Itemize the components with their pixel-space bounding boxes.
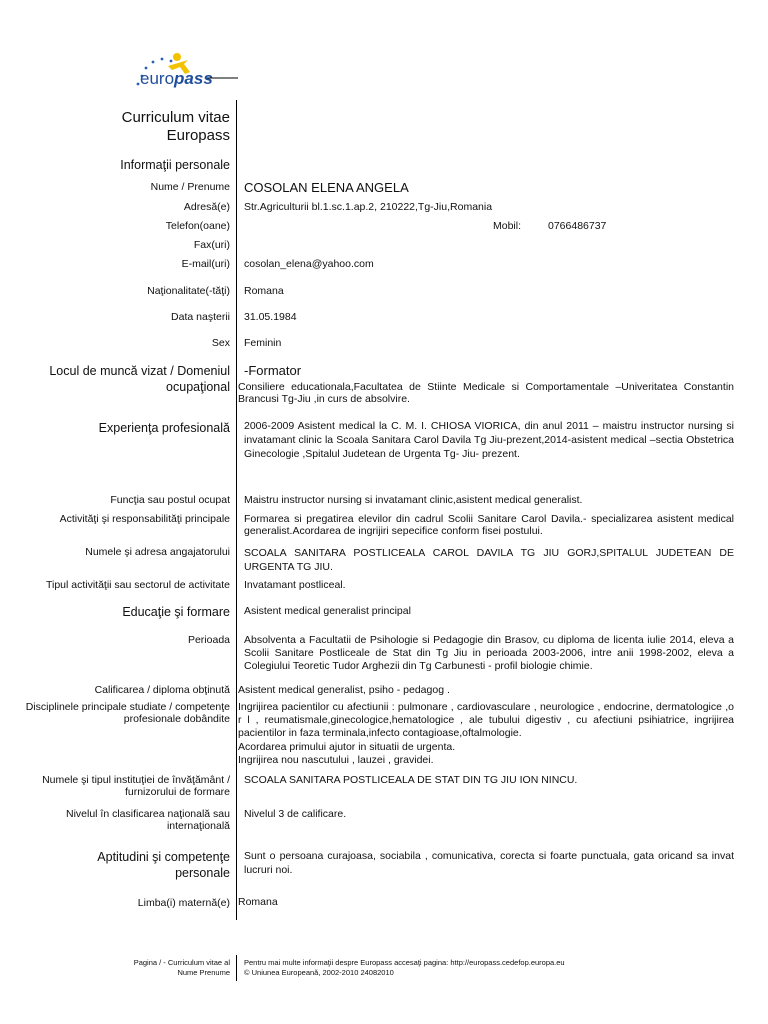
value-address: Str.Agriculturii bl.1.sc.1.ap.2, 210222,Tg-Jiu,Romania (244, 201, 493, 213)
value-institution: SCOALA SANITARA POSTLICEALA DE STAT DIN TG JIU ION NINCU. (244, 774, 578, 786)
section-heading-skills-line2: personale (175, 866, 230, 880)
europass-logo (128, 48, 238, 94)
value-disciplines-2: Acordarea primului ajutor in situatii de urgenta. (238, 741, 456, 753)
label-activities: Activităţi şi responsabilităţi principale (59, 513, 230, 525)
value-education-title: Asistent medical generalist principal (244, 605, 411, 617)
value-level: Nivelul 3 de calificare. (244, 808, 347, 820)
value-disciplines-3: Ingrijirea nou nascutului , lauzei , gravidei. (238, 754, 434, 766)
label-birthdate: Data naşterii (171, 311, 230, 323)
value-mobile: 0766486737 (548, 220, 607, 232)
label-institution: Numele şi tipul instituţiei de învăţământ / furnizorului de formare (42, 774, 230, 798)
section-heading-target-line2: ocupaţional (166, 380, 230, 394)
footer-left-line1: Pagina / - Curriculum vitae al (133, 958, 230, 967)
value-target-role: -Formator (244, 363, 302, 378)
cv-title-line1: Curriculum vitae (121, 109, 230, 126)
value-nationality: Romana (244, 285, 284, 297)
section-heading-education: Educaţie şi formare (122, 605, 230, 619)
label-employer: Numele şi adresa angajatorului (85, 546, 230, 558)
logo-word-euro: euro (140, 69, 175, 88)
value-disciplines-1: Ingrijirea pacientilor cu afectiunii : pulmonare , cardiovasculare , neurologice , endocrine, dermatologice ,o r l , reumatismale,ginecologice,hematologice , ale tubului digestiv , cu afectiuni psihiatrice, ingrijirea pacientilor in faza terminala,infecto contagioase,oftalmologie. (238, 701, 734, 739)
value-target-domain: Consiliere educationala,Facultatea de Stiinte Medicale si Comportamentale –Univeritatea Constantin Brancusi Tg-Jiu ,in curs de absolvire. (238, 381, 734, 405)
value-skills: Sunt o persoana curajoasa, sociabila , comunicativa, corecta si foarte punctuala, gata oricand sa invat lucruri noi. (244, 850, 734, 876)
value-period: Absolventa a Facultatii de Psihologie si Pedagogie din Brasov, cu diploma de licenta iulie 2014, eleva a Scolii Sanitare Postliceale de Stat din Tg Jiu in perioada 2003-2006, intre anii 1998-2002, eleva a Colegiului Teoretic Tudor Arghezii din Tg Carbunesti - profil biologie chimie. (244, 634, 734, 672)
label-sex: Sex (211, 337, 230, 349)
footer-right-line1: Pentru mai multe informaţii despre Europass accesaţi pagina: http://europass.cedefop.europa.eu (244, 958, 565, 967)
label-period: Perioada (187, 634, 230, 646)
label-level: Nivelul în clasificarea naţională sau internaţională (65, 808, 230, 832)
footer-divider (236, 955, 237, 981)
label-email: E-mail(uri) (181, 258, 230, 270)
section-heading-target-line1: Locul de muncă vizat / Domeniul (49, 364, 230, 378)
value-email[interactable]: cosolan_elena@yahoo.com (244, 258, 374, 270)
section-heading-experience: Experienţa profesională (98, 421, 230, 435)
column-divider (236, 100, 237, 920)
value-activities: Formarea si pregatirea elevilor din cadrul Scolii Sanitare Carol Davila.- specializarea asistent medical generalist.Acordarea de ingrijiri sepecifice conform fisei postului. (244, 513, 734, 537)
value-sex: Feminin (244, 337, 282, 349)
label-phone: Telefon(oane) (165, 220, 230, 232)
value-mother-tongue: Romana (238, 896, 278, 908)
value-employer: SCOALA SANITARA POSTLICEALA CAROL DAVILA TG JIU GORJ,SPITALUL JUDETEAN DE URGENTA TG JIU. (244, 547, 734, 573)
value-name: COSOLAN ELENA ANGELA (244, 180, 409, 195)
label-nationality: Naţionalitate(-tăţi) (147, 285, 230, 297)
footer-left-line2: Nume Prenume (177, 968, 230, 977)
label-name: Nume / Prenume (150, 181, 230, 193)
label-disciplines: Disciplinele principale studiate / competenţe profesionale dobândite (25, 701, 230, 725)
section-heading-personal: Informaţii personale (120, 158, 230, 172)
value-function: Maistru instructor nursing si invatamant clinic,asistent medical generalist. (244, 494, 583, 506)
value-sector: Invatamant postliceal. (244, 579, 346, 591)
label-mobile: Mobil: (493, 220, 522, 232)
value-qualification: Asistent medical generalist, psiho - pedagog . (238, 684, 450, 696)
value-experience: 2006-2009 Asistent medical la C. M. I. CHIOSA VIORICA, din anul 2011 – maistru instructor nursing si invatamant clinic la Scoala Sanitara Carol Davila Tg Jiu-prezent,2014-asistent medical –sectia Obstetrica Ginecologie ,Spitalul Judetean de Urgenta Tg- Jiu- prezent. (244, 420, 734, 460)
label-mother-tongue: Limba(i) maternă(e) (137, 897, 230, 909)
label-function: Funcţia sau postul ocupat (110, 494, 230, 506)
label-fax: Fax(uri) (193, 239, 230, 251)
cv-title-line2: Europass (166, 127, 230, 144)
label-sector: Tipul activităţii sau sectorul de activitate (45, 579, 230, 591)
label-qualification: Calificarea / diploma obţinută (94, 684, 230, 696)
label-address: Adresă(e) (183, 201, 230, 213)
footer-right-line2: © Uniunea Europeană, 2002-2010 24082010 (244, 968, 394, 977)
logo-word-pass: pass (174, 69, 213, 88)
section-heading-skills-line1: Aptitudini şi competenţe (97, 850, 230, 864)
value-birthdate: 31.05.1984 (244, 311, 297, 323)
